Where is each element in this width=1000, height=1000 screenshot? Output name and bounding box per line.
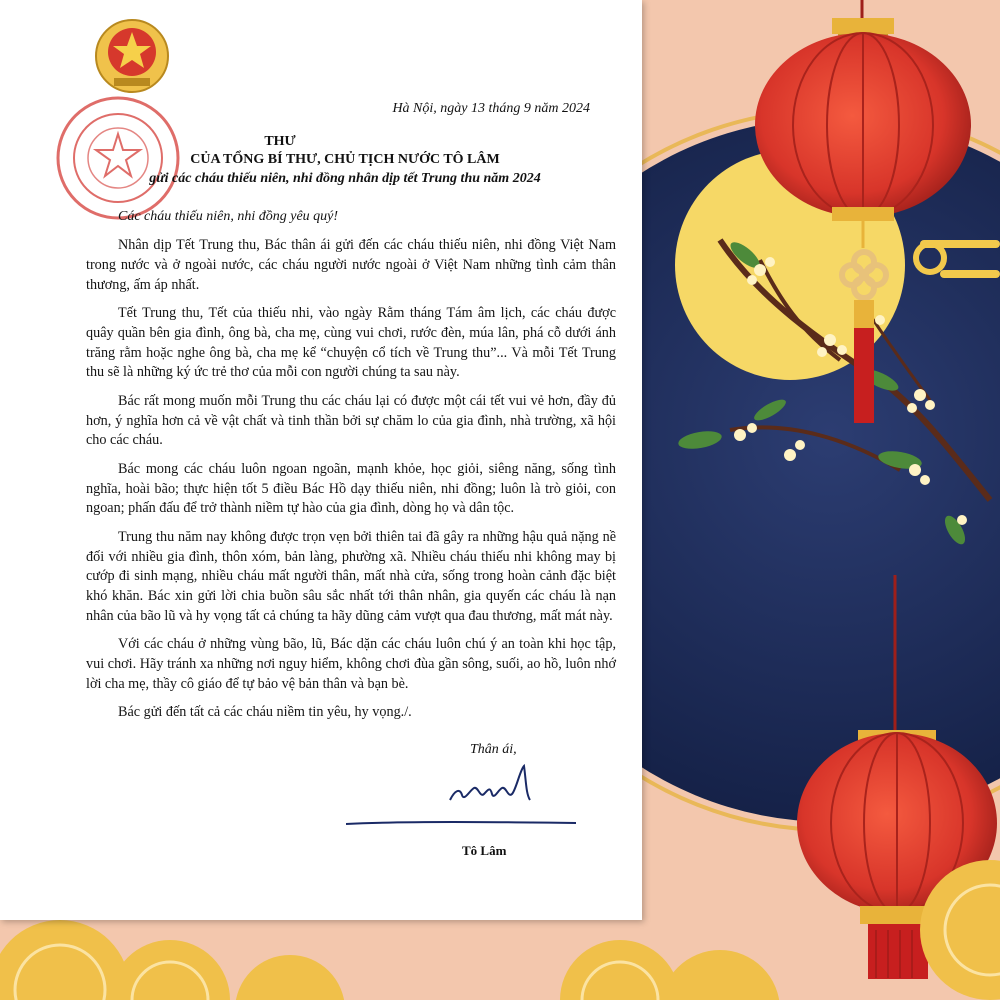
paragraph: Nhân dịp Tết Trung thu, Bác thân ái gửi đến các cháu thiếu niên, nhi đồng Việt Nam trong nước và ở ngoài nước, các cháu người nước ngoài ở Việt Nam những tình cảm thân thương, ấm áp nhất.: [86, 237, 616, 293]
letter-subtitle: gửi các cháu thiếu niên, nhi đồng nhân dịp tết Trung thu năm 2024: [149, 171, 541, 186]
paragraph: Tết Trung thu, Tết của thiếu nhi, vào ngày Rằm tháng Tám âm lịch, các cháu được quây quần bên gia đình, ông bà, cha mẹ, cùng vui chơi, rước đèn, múa lân, phá cỗ dưới ánh trăng rằm hoặc nghe ông bà, cha mẹ kể “chuyện cổ tích về Trung thu”... Và mỗi Tết Trung thu sẽ là những ký ức trẻ thơ của mỗi con người chúng ta sau này.: [86, 304, 616, 381]
closing: Thân ái,: [470, 742, 517, 757]
signature-icon: [440, 760, 550, 810]
letter-title-word: THƯ: [264, 134, 296, 149]
letter-body: [86, 236, 616, 732]
paragraph: Trung thu năm nay không được trọn vẹn bởi thiên tai đã gây ra những hậu quả nặng nề đối với nhiều gia đình, thôn xóm, bản làng, phường xã. Nhiều cháu thiếu nhi không may bị cướp đi sinh mạng, nhiều cháu mất người thân, mất nhà cửa, sống trong hoàn cảnh đặc biệt khó khăn. Bác xin gửi lời chia buồn sâu sắc nhất tới thân nhân, gia quyến các cháu là nạn nhân của bão lũ và hy vọng tất cả chúng ta hãy dũng cảm vượt qua đau thương, mất mát này.: [86, 528, 616, 624]
date-line: Hà Nội, ngày 13 tháng 9 năm 2024: [392, 101, 590, 116]
signer-name: Tô Lâm: [462, 843, 507, 858]
paragraph: Bác rất mong muốn mỗi Trung thu các cháu lại có được một cái tết vui vẻ hơn, đầy đủ hơn, ý nghĩa hơn cả về vật chất và tinh thần bởi sự chăm lo của gia đình, nhà trường, xã hội cho các cháu.: [86, 392, 616, 449]
greeting: Các cháu thiếu niên, nhi đồng yêu quý!: [118, 209, 339, 224]
letter-title: CỦA TỔNG BÍ THƯ, CHỦ TỊCH NƯỚC TÔ LÂM: [190, 152, 500, 167]
national-emblem-icon: [88, 16, 176, 100]
paragraph: Với các cháu ở những vùng bão, lũ, Bác dặn các cháu luôn chú ý an toàn khi học tập, vui chơi. Hãy tránh xa những nơi nguy hiểm, không chơi đùa gần sông, suối, ao hồ, luôn nhớ lời cha mẹ, thầy cô giáo để tự bảo vệ bản thân và bạn bè.: [86, 636, 616, 692]
paragraph: Bác mong các cháu luôn ngoan ngoãn, mạnh khỏe, học giỏi, siêng năng, sống tình nghĩa, hoài bão; thực hiện tốt 5 điều Bác Hồ dạy thiếu niên, nhi đồng; luôn là trò giỏi, con ngoan; phấn đấu để trở thành niềm tự hào của gia đình, dòng họ và dân tộc.: [86, 460, 616, 517]
paragraph: Bác gửi đến tất cả các cháu niềm tin yêu, hy vọng./.: [118, 704, 412, 721]
signature-underline: [346, 820, 576, 826]
